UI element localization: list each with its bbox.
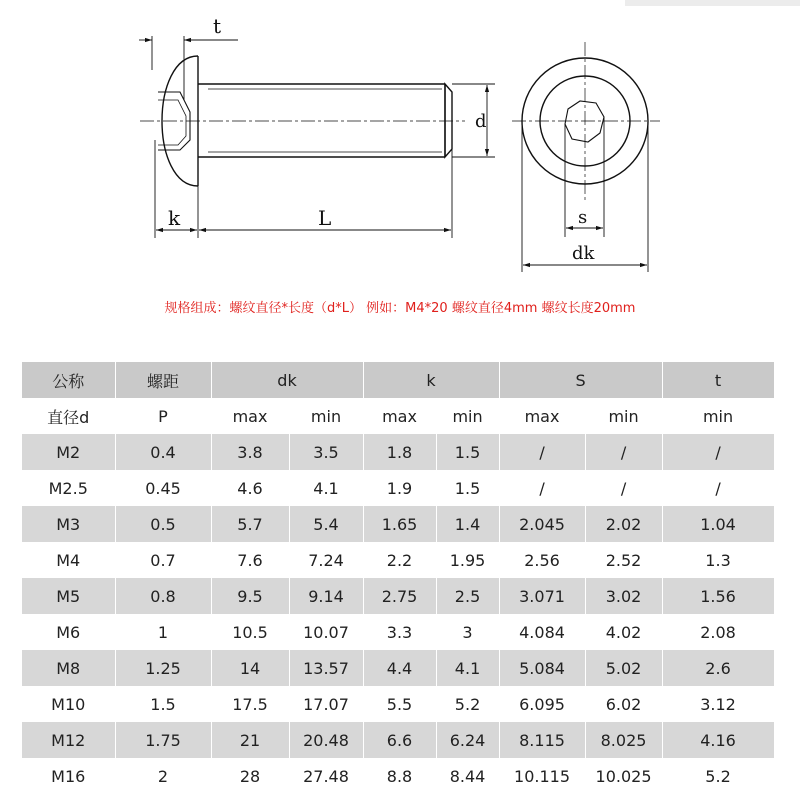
table-cell: 2.5 [436, 578, 499, 614]
table-cell: 4.16 [662, 722, 774, 758]
table-header-cell: t [662, 362, 774, 398]
table-cell: / [662, 434, 774, 470]
table-subheader-cell: 直径d [22, 398, 115, 434]
table-cell: 17.5 [211, 686, 289, 722]
table-cell: 27.48 [289, 758, 363, 794]
table-header-row [22, 362, 774, 398]
table-cell: M8 [22, 650, 115, 686]
table-row [22, 578, 774, 614]
table-cell: 7.6 [211, 542, 289, 578]
table-cell: 2 [115, 758, 211, 794]
table-cell: 3.8 [211, 434, 289, 470]
table-cell: M5 [22, 578, 115, 614]
table-cell: 8.44 [436, 758, 499, 794]
table-cell: 17.07 [289, 686, 363, 722]
table-header-cell: k [363, 362, 499, 398]
table-cell: 3.5 [289, 434, 363, 470]
table-cell: 3.02 [585, 578, 662, 614]
table-cell: 1.3 [662, 542, 774, 578]
table-cell: / [585, 434, 662, 470]
label-dk: dk [572, 243, 595, 264]
table-row [22, 650, 774, 686]
table-cell: M10 [22, 686, 115, 722]
table-cell: 2.56 [499, 542, 585, 578]
table-header-cell: S [499, 362, 662, 398]
table-cell: 1.5 [436, 470, 499, 506]
table-cell: 2.02 [585, 506, 662, 542]
table-header-cell: 公称 [22, 362, 115, 398]
table-cell: M16 [22, 758, 115, 794]
table-cell: 3.12 [662, 686, 774, 722]
table-cell: / [585, 470, 662, 506]
table-cell: 9.14 [289, 578, 363, 614]
table-subheader-cell: min [585, 398, 662, 434]
label-s: s [578, 207, 588, 228]
table-subheader-cell: min [436, 398, 499, 434]
table-cell: M6 [22, 614, 115, 650]
table-cell: 4.1 [289, 470, 363, 506]
table-header-cell: dk [211, 362, 363, 398]
table-cell: M3 [22, 506, 115, 542]
table-cell: 4.1 [436, 650, 499, 686]
table-subheader-cell: max [499, 398, 585, 434]
table-cell: 5.084 [499, 650, 585, 686]
table-subheader-row [22, 398, 774, 434]
table-cell: / [499, 434, 585, 470]
table-cell: 1.8 [363, 434, 436, 470]
table-cell: / [499, 470, 585, 506]
table-cell: 3 [436, 614, 499, 650]
table-cell: 5.2 [436, 686, 499, 722]
table-cell: 0.4 [115, 434, 211, 470]
screw-technical-drawing [0, 0, 800, 285]
table-subheader-cell: P [115, 398, 211, 434]
table-cell: 4.084 [499, 614, 585, 650]
label-k: k [168, 206, 181, 230]
table-cell: 5.02 [585, 650, 662, 686]
table-cell: 1.65 [363, 506, 436, 542]
table-row [22, 686, 774, 722]
table-cell: 6.24 [436, 722, 499, 758]
spec-caption: 规格组成：螺纹直径*长度（d*L） 例如：M4*20 螺纹直径4mm 螺纹长度20mm [164, 301, 636, 316]
table-cell: 10.115 [499, 758, 585, 794]
table-cell: 3.071 [499, 578, 585, 614]
table-cell: 1.4 [436, 506, 499, 542]
table-subheader-cell: min [662, 398, 774, 434]
table-cell: 2.2 [363, 542, 436, 578]
table-cell: 1 [115, 614, 211, 650]
table-cell: 0.5 [115, 506, 211, 542]
table-cell: 20.48 [289, 722, 363, 758]
table-cell: 4.4 [363, 650, 436, 686]
table-cell: 21 [211, 722, 289, 758]
table-cell: 1.04 [662, 506, 774, 542]
table-cell: M2.5 [22, 470, 115, 506]
table-cell: 6.02 [585, 686, 662, 722]
table-cell: 1.75 [115, 722, 211, 758]
table-cell: 2.045 [499, 506, 585, 542]
table-cell: M4 [22, 542, 115, 578]
table-row [22, 758, 774, 794]
table-row [22, 614, 774, 650]
table-cell: 1.25 [115, 650, 211, 686]
table-cell: 4.02 [585, 614, 662, 650]
label-d: d [475, 111, 487, 132]
table-cell: 1.95 [436, 542, 499, 578]
table-row [22, 470, 774, 506]
table-cell: 6.6 [363, 722, 436, 758]
table-cell: / [662, 470, 774, 506]
table-cell: 13.57 [289, 650, 363, 686]
table-cell: 1.9 [363, 470, 436, 506]
table-cell: 5.7 [211, 506, 289, 542]
label-L: L [318, 206, 332, 230]
table-cell: 0.8 [115, 578, 211, 614]
label-t: t [213, 14, 222, 38]
table-cell: 2.08 [662, 614, 774, 650]
table-cell: 10.07 [289, 614, 363, 650]
table-cell: 5.5 [363, 686, 436, 722]
table-cell: M12 [22, 722, 115, 758]
table-cell: 8.115 [499, 722, 585, 758]
table-row [22, 542, 774, 578]
table-cell: 1.5 [115, 686, 211, 722]
table-cell: 1.56 [662, 578, 774, 614]
table-cell: 14 [211, 650, 289, 686]
table-row [22, 722, 774, 758]
table-header-cell: 螺距 [115, 362, 211, 398]
table-cell: 5.4 [289, 506, 363, 542]
table-row [22, 506, 774, 542]
table-subheader-cell: max [363, 398, 436, 434]
end-view [512, 42, 660, 272]
table-row [22, 434, 774, 470]
table-cell: 3.3 [363, 614, 436, 650]
table-cell: 4.6 [211, 470, 289, 506]
table-cell: 2.75 [363, 578, 436, 614]
table-cell: 0.45 [115, 470, 211, 506]
table-cell: M2 [22, 434, 115, 470]
table-cell: 7.24 [289, 542, 363, 578]
table-cell: 8.025 [585, 722, 662, 758]
table-cell: 6.095 [499, 686, 585, 722]
table-cell: 5.2 [662, 758, 774, 794]
spec-table [22, 362, 775, 794]
table-cell: 2.52 [585, 542, 662, 578]
table-cell: 1.5 [436, 434, 499, 470]
side-view [139, 36, 495, 238]
table-cell: 28 [211, 758, 289, 794]
table-cell: 10.025 [585, 758, 662, 794]
table-cell: 9.5 [211, 578, 289, 614]
table-cell: 10.5 [211, 614, 289, 650]
table-subheader-cell: max [211, 398, 289, 434]
table-cell: 2.6 [662, 650, 774, 686]
table-cell: 0.7 [115, 542, 211, 578]
table-cell: 8.8 [363, 758, 436, 794]
table-subheader-cell: min [289, 398, 363, 434]
